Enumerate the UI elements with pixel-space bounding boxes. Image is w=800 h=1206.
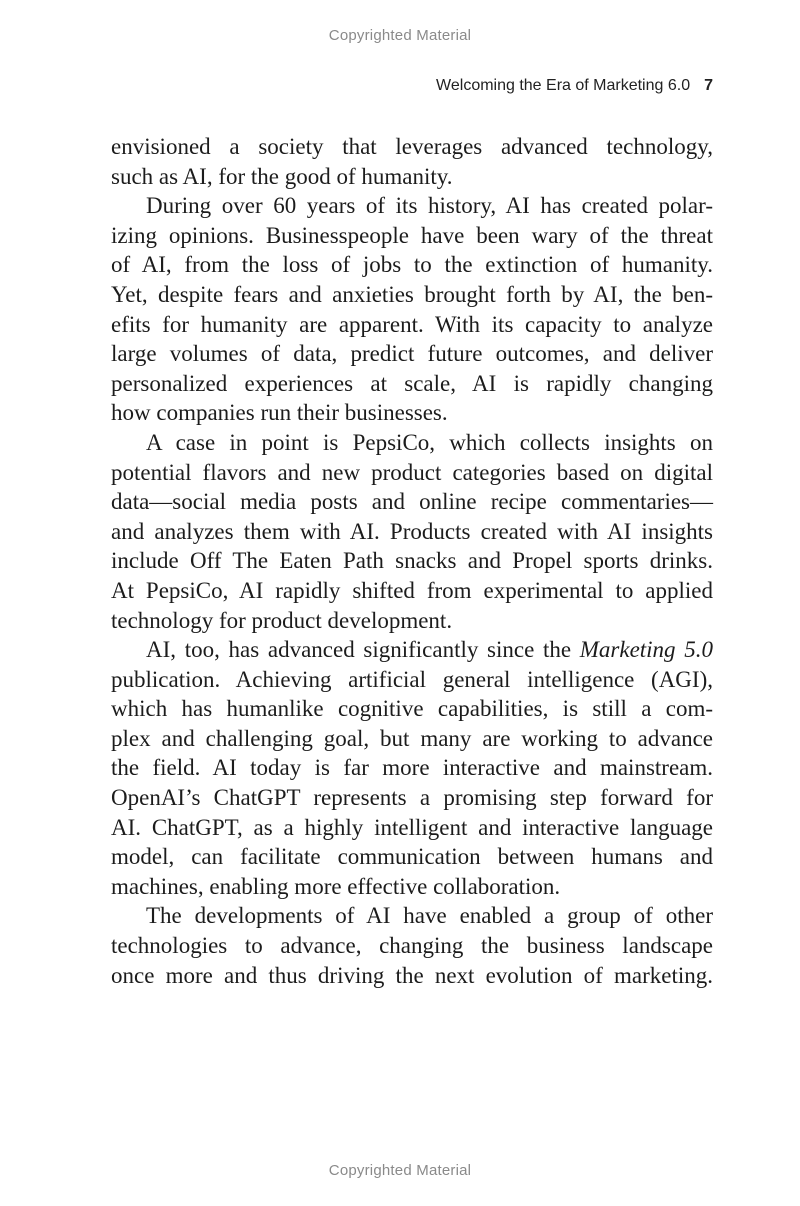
text-line: At PepsiCo, AI rapidly shifted from experimental to applied (111, 577, 713, 603)
text-line: once more and thus driving the next evolution of marketing. (111, 962, 713, 988)
text-line: personalized experiences at scale, AI is rapidly changing (111, 370, 713, 396)
text-line: how companies run their businesses. (111, 400, 448, 426)
text-line: The developments of AI have enabled a group of other (146, 903, 713, 929)
text-line: efits for humanity are apparent. With its capacity to analyze (111, 311, 713, 337)
text-line: include Off The Eaten Path snacks and Propel sports drinks. (111, 548, 713, 574)
text-line: data—social media posts and online recipe commentaries— (111, 489, 713, 515)
copyright-watermark-top: Copyrighted Material (328, 27, 472, 44)
text-line: such as AI, for the good of humanity. (111, 163, 453, 189)
paragraph-5 (111, 901, 713, 990)
text-line: AI. ChatGPT, as a highly intelligent and interactive language (111, 814, 713, 840)
text-line: the field. AI today is far more interactive and mainstream. (111, 755, 713, 781)
text-line: and analyzes them with AI. Products created with AI insights (111, 518, 713, 544)
text-line (111, 635, 713, 665)
text-line: OpenAI’s ChatGPT represents a promising step forward for (111, 785, 713, 811)
text-run: AI, too, has advanced significantly since the (146, 637, 580, 663)
text-line: which has humanlike cognitive capabilities, is still a com- (111, 696, 713, 722)
paragraph-1 (111, 132, 713, 191)
paragraph-2 (111, 191, 713, 428)
text-line: potential flavors and new product categories based on digital (111, 459, 713, 485)
text-line: izing opinions. Businesspeople have been wary of the threat (111, 222, 713, 248)
paragraph-4 (111, 635, 713, 901)
text-line: envisioned a society that leverages advanced technology, (111, 134, 713, 159)
page-number: 7 (704, 77, 713, 94)
text-line: plex and challenging goal, but many are working to advance (111, 725, 713, 751)
text-line: During over 60 years of its history, AI has created polar- (146, 193, 713, 219)
running-head-title: Welcoming the Era of Marketing 6.0 (436, 77, 691, 94)
text-line: A case in point is PepsiCo, which collects insights on (146, 429, 713, 455)
body-text (111, 132, 713, 990)
running-head (436, 77, 713, 95)
copyright-watermark-bottom: Copyrighted Material (328, 1162, 472, 1179)
text-line: Yet, despite fears and anxieties brought forth by AI, the ben- (111, 281, 713, 307)
text-line: technology for product development. (111, 607, 453, 633)
text-line: technologies to advance, changing the business landscape (111, 933, 713, 959)
text-line: model, can facilitate communication between humans and (111, 844, 713, 870)
text-line: large volumes of data, predict future outcomes, and deliver (111, 341, 713, 367)
text-line: machines, enabling more effective collaboration. (111, 873, 561, 899)
book-title-italic: Marketing 5.0 (579, 637, 713, 663)
text-line: publication. Achieving artificial general intelligence (AGI), (111, 666, 713, 692)
text-line: of AI, from the loss of jobs to the extinction of humanity. (111, 252, 713, 278)
paragraph-3 (111, 428, 713, 635)
